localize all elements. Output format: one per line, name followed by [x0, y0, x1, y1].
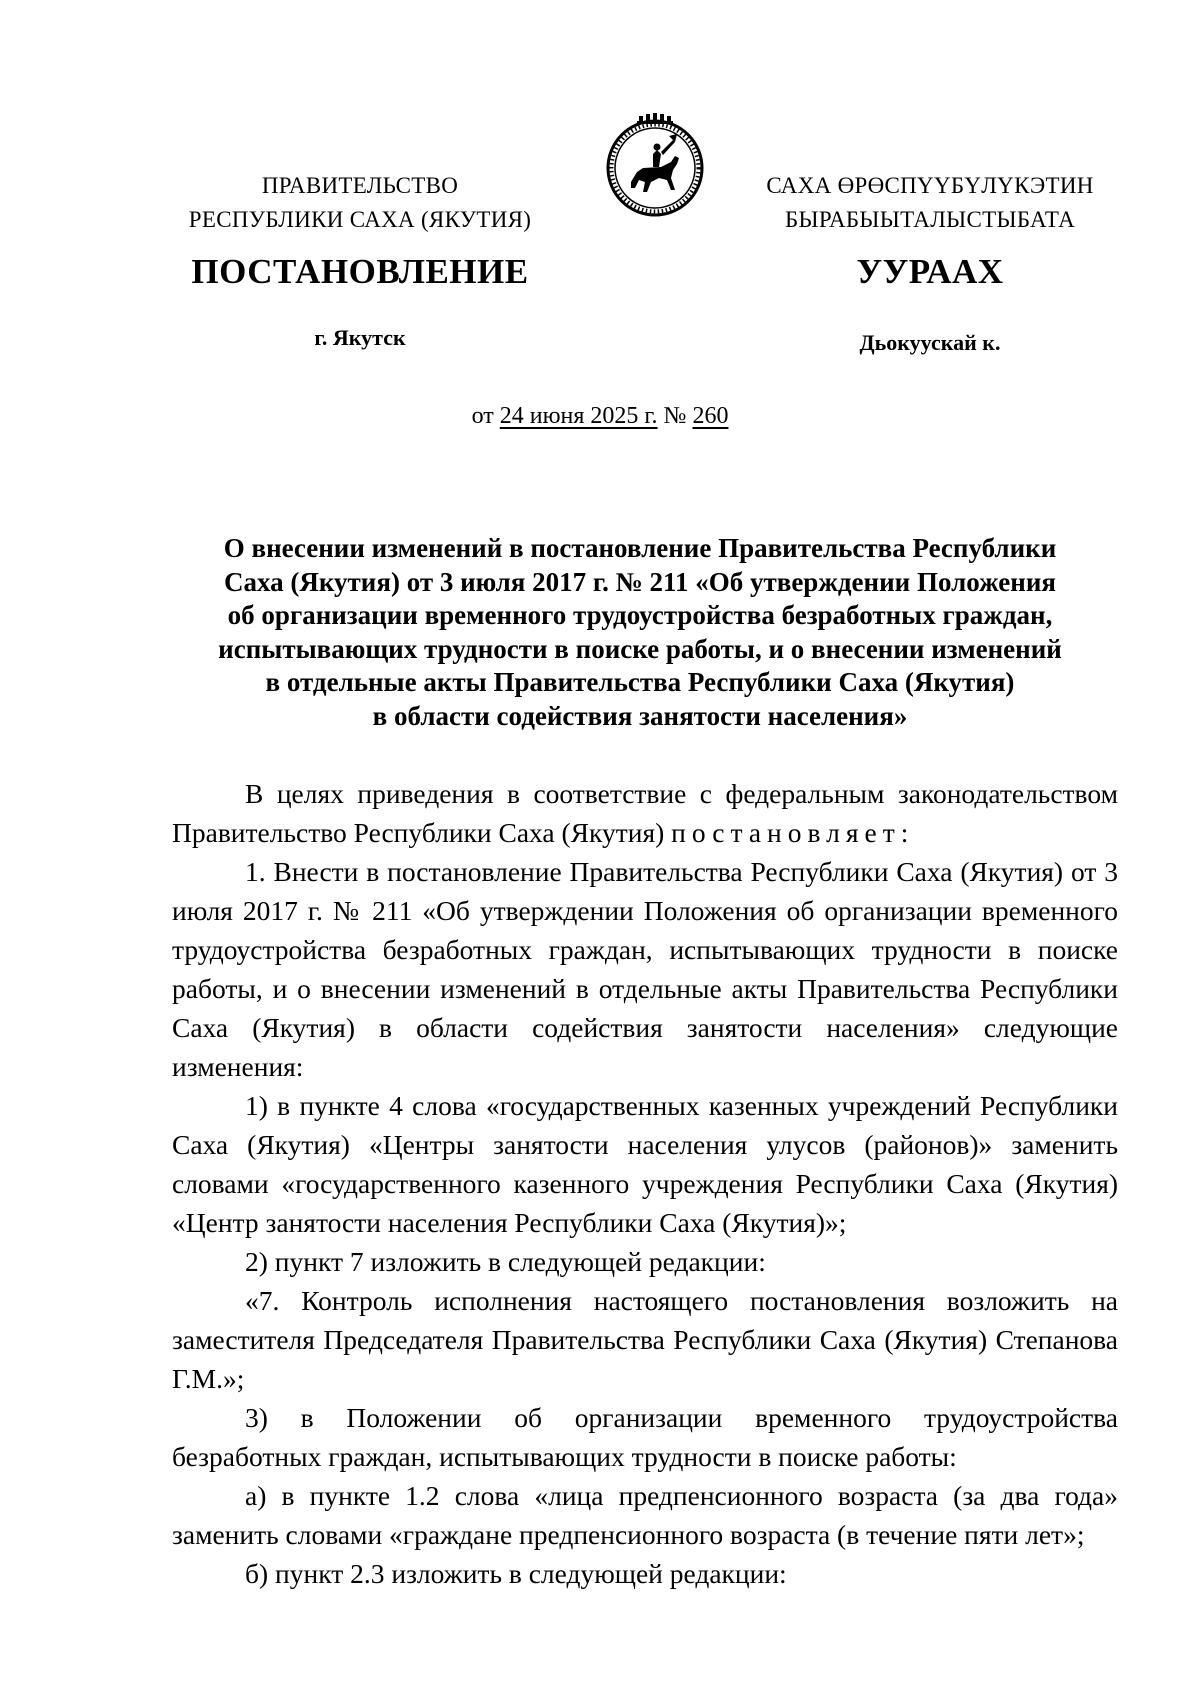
paragraph-1-1: 1) в пункте 4 слова «государственных казенных учреждений Республики Саха (Якутия) «Центры занятости населения улусов (районов)» заменить словами «государственного казенного учреждения Республики Саха (Якутия) «Центр занятости населения Республики Саха (Якутия)»;	[172, 1090, 1118, 1238]
document-number: 260	[692, 403, 729, 429]
header-right	[730, 169, 1130, 237]
header-right-line2: БЫРАБЫЫТАЛЫСТЫБАТА	[784, 207, 1076, 232]
title-line: в области содействия занятости населения»	[372, 700, 908, 731]
intro-paragraph	[172, 774, 1118, 852]
document-date: 24 июня 2025 г.	[499, 403, 658, 429]
coat-of-arms-icon	[601, 112, 709, 220]
title-line: в отдельные акты Правительства Республики Саха (Якутия)	[265, 667, 1015, 697]
intro-end: :	[900, 817, 909, 848]
title-line: об организации временного трудоустройства безработных граждан,	[227, 600, 1053, 630]
paragraph-1-3: 3) в Положении об организации временного трудоустройства безработных граждан, испытывающих трудности в поиске работы:	[172, 1402, 1118, 1472]
resolves-word: постановляет	[671, 817, 901, 848]
header-left-line1: ПРАВИТЕЛЬСТВО	[261, 173, 459, 198]
paragraph-a: а) в пункте 1.2 слова «лица предпенсионного возраста (за два года» заменить словами «граждане предпенсионного возраста (в течение пяти лет»;	[172, 1480, 1118, 1550]
title-line: Саха (Якутия) от 3 июля 2017 г. № 211 «Об утверждении Положения	[223, 566, 1057, 597]
number-sign: №	[657, 403, 693, 429]
date-prefix: от	[471, 403, 500, 429]
header-right-line1: САХА ӨРӨСПҮҮБҮЛҮКЭТИН	[766, 173, 1094, 198]
date-number-line	[0, 403, 1200, 430]
header-left-line2: РЕСПУБЛИКИ САХА (ЯКУТИЯ)	[188, 207, 532, 232]
paragraph-1-2: 2) пункт 7 изложить в следующей редакции:	[245, 1246, 766, 1277]
doc-type-russian: ПОСТАНОВЛЕНИЕ	[191, 252, 529, 291]
doc-type-sakha: УУРААХ	[856, 252, 1004, 291]
header-left	[160, 169, 560, 237]
intro-text: В целях приведения в соответствие с федеральным законодательством Правительство Республики Саха (Якутия)	[172, 778, 1118, 848]
document-body	[172, 774, 1118, 1593]
paragraph-b: б) пункт 2.3 изложить в следующей редакции:	[245, 1558, 787, 1589]
paragraph-quote-7: «7. Контроль исполнения настоящего постановления возложить на заместителя Председателя Правительства Республики Саха (Якутия) Степанова Г.М.»;	[172, 1285, 1118, 1394]
title-line: О внесении изменений в постановление Правительства Республики	[223, 533, 1057, 563]
document-title	[170, 532, 1110, 733]
paragraph-1: 1. Внести в постановление Правительства Республики Саха (Якутия) от 3 июля 2017 г. № 211 «Об утверждении Положения об организации временного трудоустройства безработных граждан, испытывающих трудности в поиске работы, и о внесении изменений в отдельные акты Правительства Республики Саха (Якутия) в области содействия занятости населения» следующие изменения:	[172, 856, 1118, 1082]
city-sakha: Дьокуускай к.	[859, 330, 1001, 355]
city-russian: г. Якутск	[314, 325, 406, 350]
title-line: испытывающих трудности в поиске работы, и о внесении изменений	[218, 633, 1062, 664]
